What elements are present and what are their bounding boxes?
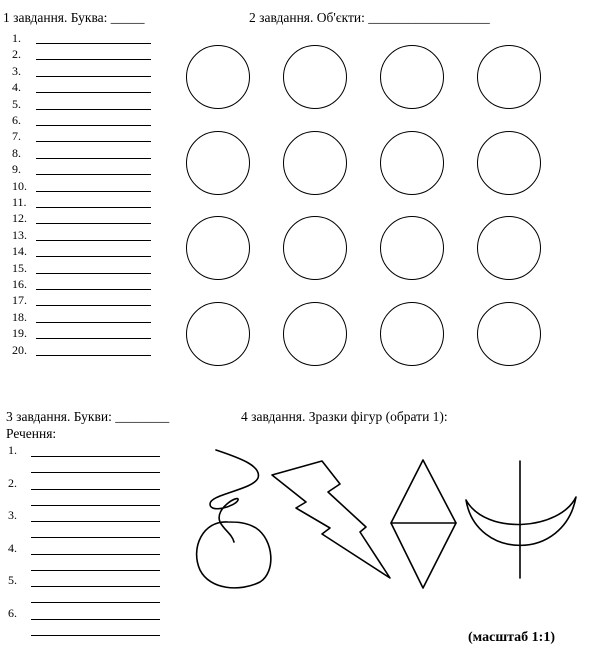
figure-double-triangle[interactable]: [391, 460, 456, 588]
task1-item-number: 1.: [12, 31, 21, 45]
task3-item-number: 2.: [8, 475, 17, 490]
task3-item-number: 3.: [8, 508, 17, 523]
task1-item-number: 13.: [12, 227, 27, 242]
task1-item-number: 4.: [12, 80, 21, 95]
task2-objects-blank[interactable]: __________________: [368, 10, 490, 25]
task3-item-number: 6.: [8, 606, 17, 620]
task1-item-number: 10.: [12, 178, 27, 193]
task2-title-text: 2 завдання. Об'єкти:: [249, 10, 365, 25]
figure-squiggle-circle[interactable]: [197, 450, 271, 588]
task1-title-text: 1 завдання. Буква:: [3, 10, 108, 25]
task1-item-number: 16.: [12, 277, 27, 291]
task1-item-number: 5.: [12, 96, 21, 111]
task1-item-number: 14.: [12, 244, 27, 259]
task1-item-number: 17.: [12, 293, 27, 308]
task1-item-number: 2.: [12, 47, 21, 62]
task1-letter-blank[interactable]: _____: [110, 10, 145, 25]
task1-item-number: 18.: [12, 309, 27, 324]
task3-letters-blank[interactable]: ________: [115, 409, 170, 424]
task1-item-number: 7.: [12, 129, 21, 144]
task1-item-number: 11.: [12, 195, 27, 209]
figure-crescent-line[interactable]: [466, 461, 576, 578]
task1-item-number: 9.: [12, 162, 21, 177]
task1-item-number: 20.: [12, 342, 27, 357]
task1-item-number: 19.: [12, 326, 27, 341]
task1-item-number: 8.: [12, 145, 21, 160]
task3-title-text: 3 завдання. Букви:: [6, 409, 112, 424]
task1-item-number: 12.: [12, 211, 27, 226]
task3-item-number: 5.: [8, 573, 17, 588]
scale-note: (масштаб 1:1): [468, 630, 556, 645]
figure-lightning-bolt[interactable]: [272, 461, 390, 578]
task1-item-number: 6.: [12, 113, 21, 127]
task3-sentence-label: Речення:: [6, 426, 57, 441]
task3-item-number: 4.: [8, 540, 17, 555]
task1-item-number: 3.: [12, 63, 21, 78]
task4-title: 4 завдання. Зразки фігур (обрати 1):: [241, 409, 448, 424]
task3-item-number: 1.: [8, 443, 17, 457]
task1-item-number: 15.: [12, 260, 27, 275]
